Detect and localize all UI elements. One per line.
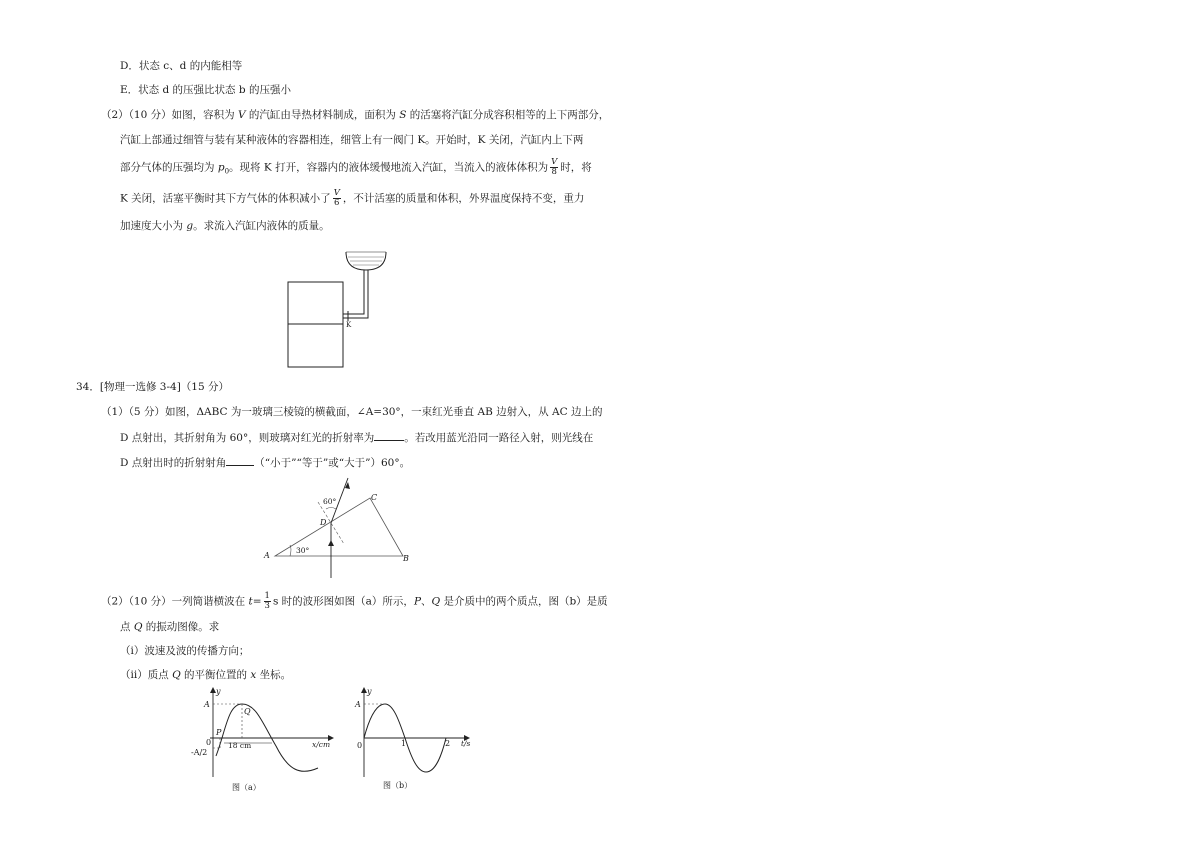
caption-b: 图（b） [383, 781, 413, 790]
q33-part2-line1: （2）（10 分）如图，容积为 V 的汽缸由导热材料制成，面积为 S 的活塞将汽缸分成容积相等的上下两部分， [101, 109, 610, 121]
x-unit-label: x/cm [312, 740, 331, 749]
point-d: D [320, 518, 327, 527]
answer-blank-1[interactable] [374, 430, 404, 441]
vertex-c: C [371, 493, 378, 502]
q34-part1-line2: D 点射出，其折射角为 60°，则玻璃对红光的折射率为 。若改用蓝光沿同一路径入射，则光线在 [120, 432, 594, 444]
origin-b: 0 [357, 741, 363, 750]
tick-2: 2 [445, 739, 451, 748]
q34-part1-line1: （1）（5 分）如图，ΔABC 为一玻璃三棱镜的横截面，∠A=30°，一束红光垂直 AB 边射入，从 AC 边上的 [101, 406, 603, 418]
option-e: E．状态 d 的压强比状态 b 的压强小 [120, 84, 291, 96]
cylinder-figure [280, 244, 400, 372]
point-q-label: Q [244, 707, 251, 716]
q34-part2-line1: （2）（10 分）一列简谐横波在 t= $\frac{1}{3}$ s 时的波形图如图（a）所示，P、Q 是介质中的两个质点，图（b）是质 [101, 591, 608, 611]
thin-tube [343, 270, 368, 318]
q33-part2-line2: 汽缸上部通过细管与装有某种液体的容器相连，细管上有一阀门 K。开始时，K 关闭，汽缸内上下两 [120, 134, 584, 146]
vertex-a: A [264, 551, 270, 560]
prism-figure [260, 476, 420, 581]
prism-triangle [275, 498, 403, 556]
fraction-v-over-8: $\frac{V}{8}$ [551, 157, 558, 177]
q33-part2-line3: 部分气体的压强均为 $p_0$。现将 K 打开，容器内的液体缓慢地流入汽缸，当流入的液体体积为 $\frac{V}{8}$ 时，将 [120, 157, 592, 177]
angle-60-label: 60° [323, 497, 337, 506]
neg-half-a-label: -A/2 [191, 748, 208, 757]
vibration-graph-b [350, 684, 480, 794]
distance-label: 18 cm [228, 741, 252, 750]
fraction-v-over-6: $\frac{V}{6}$ [333, 188, 340, 208]
angle-30-label: 30° [296, 546, 310, 555]
t-unit-label: t/s [461, 739, 471, 748]
q34-sub-i: （i）波速及波的传播方向； [120, 645, 250, 657]
option-d: D．状态 c、d 的内能相等 [120, 60, 243, 72]
valve-k-label: K [346, 321, 352, 329]
q33-part2-line5: 加速度大小为 g。求流入汽缸内液体的质量。 [120, 220, 330, 232]
tick-1: 1 [401, 739, 407, 748]
q34-heading: 34．[物理一选修 3-4]（15 分） [76, 381, 229, 393]
amplitude-label-b: A [355, 700, 361, 709]
caption-a: 图（a） [232, 783, 261, 792]
q34-part2-line2: 点 Q 的振动图像。求 [120, 621, 220, 633]
amplitude-label-a: A [204, 700, 210, 709]
y-label-a: y [216, 687, 221, 696]
answer-blank-2[interactable] [226, 455, 254, 466]
q34-sub-ii: （ii）质点 Q 的平衡位置的 x 坐标。 [120, 669, 292, 681]
point-p-label: P [216, 728, 222, 737]
origin-a: 0 [206, 738, 212, 747]
y-label-b: y [367, 687, 372, 696]
fraction-1-over-3: $\frac{1}{3}$ [264, 591, 270, 611]
wave-graph-a [190, 684, 340, 794]
q33-part2-line4: K 关闭，活塞平衡时其下方气体的体积减小了 $\frac{V}{6}$ ，不计活塞的质量和体积，外界温度保持不变，重力 [120, 188, 585, 208]
q34-part1-line3: D 点射出时的折射射角 （“小于”“等于”或“大于”）60°。 [120, 457, 411, 469]
vertex-b: B [403, 554, 409, 563]
